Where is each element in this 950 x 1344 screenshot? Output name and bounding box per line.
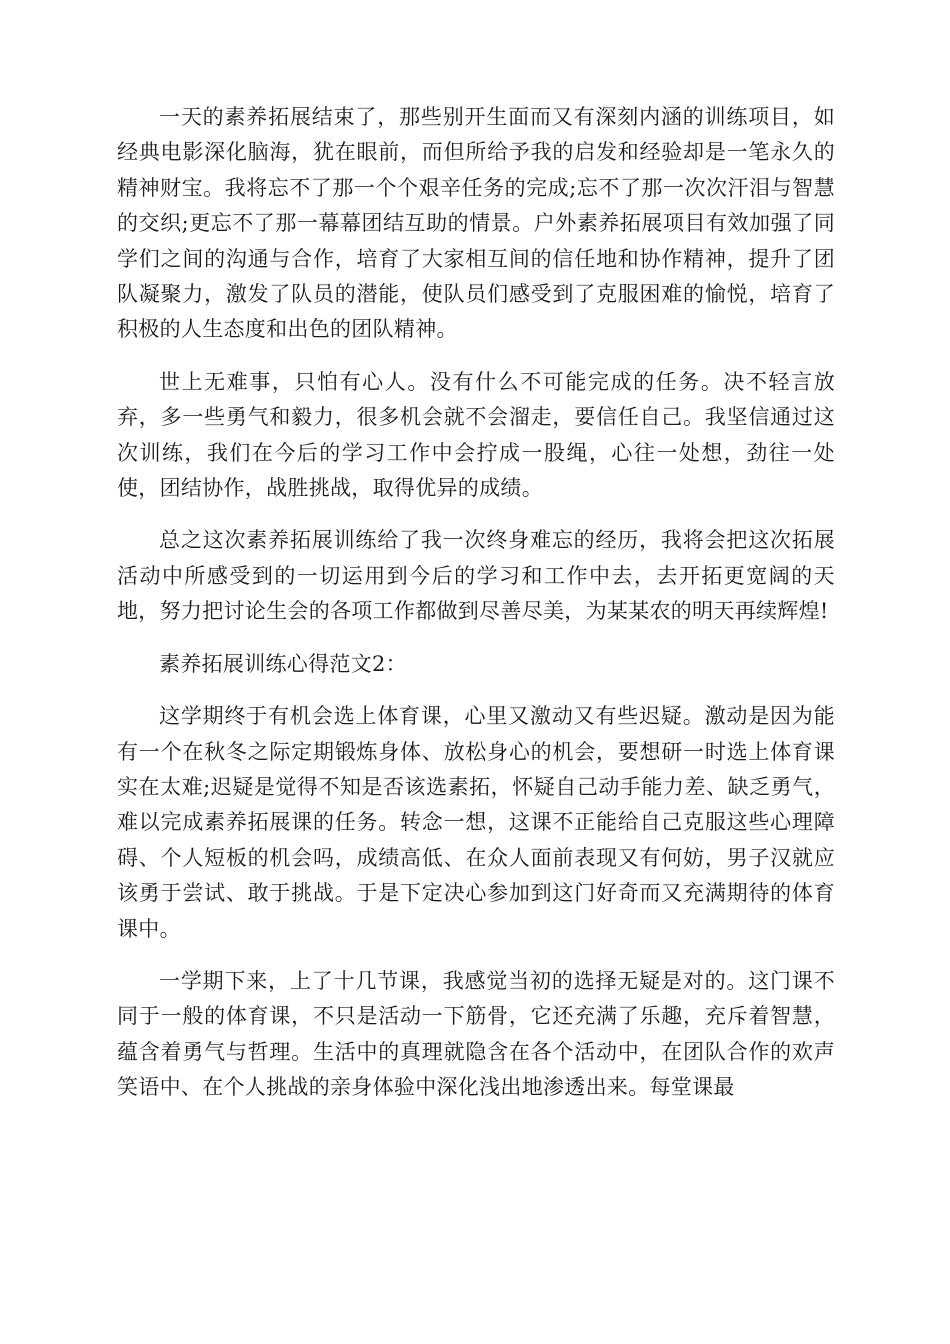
paragraph-5: 一学期下来，上了十几节课，我感觉当初的选择无疑是对的。这门课不同于一般的体育课，不只是活动一下筋骨，它还充满了乐趣，充斥着智慧，蕴含着勇气与哲理。生活中的真理就隐含在各个活动中，在团队合作的欢声笑语中、在个人挑战的亲身体验中深化浅出地渗透出来。每堂课最 (117, 968, 835, 1100)
paragraph-2: 世上无难事，只怕有心人。没有什么不可能完成的任务。决不轻言放弃，多一些勇气和毅力，很多机会就不会溜走，要信任自己。我坚信通过这次训练，我们在今后的学习工作中会拧成一股绳，心往一处想，劲往一处使，团结协作，战胜挑战，取得优异的成绩。 (117, 369, 835, 501)
paragraph-3: 总之这次素养拓展训练给了我一次终身难忘的经历，我将会把这次拓展活动中所感受到的一切运用到今后的学习和工作中去，去开拓更宽阔的天地，努力把讨论生会的各项工作都做到尽善尽美，为某某农的明天再续辉煌! (117, 528, 835, 624)
paragraph-4: 这学期终于有机会选上体育课，心里又激动又有些迟疑。激动是因为能有一个在秋冬之际定期锻炼身体、放松身心的机会，要想研一时选上体育课实在太难;迟疑是觉得不知是否该选素拓，怀疑自己动手能力差、缺乏勇气，难以完成素养拓展课的任务。转念一想，这课不正能给自己克服这些心理障碍、个人短板的机会吗，成绩高低、在众人面前表现又有何妨，男子汉就应该勇于尝试、敢于挑战。于是下定决心参加到这门好奇而又充满期待的体育课中。 (117, 704, 835, 941)
document-body (117, 100, 835, 1123)
section-heading: 素养拓展训练心得范文2： (159, 651, 407, 676)
paragraph-1: 一天的素养拓展结束了，那些别开生面而又有深刻内涵的训练项目，如经典电影深化脑海，犹在眼前，而但所给予我的启发和经验却是一笔永久的精神财宝。我将忘不了那一个个艰辛任务的完成;忘不了那一次次汗泪与智慧的交织;更忘不了那一幕幕团结互助的情景。户外素养拓展项目有效加强了同学们之间的沟通与合作，培育了大家相互间的信任地和协作精神，提升了团队凝聚力，激发了队员的潜能，使队员们感受到了克服困难的愉悦，培育了积极的人生态度和出色的团队精神。 (117, 105, 835, 342)
